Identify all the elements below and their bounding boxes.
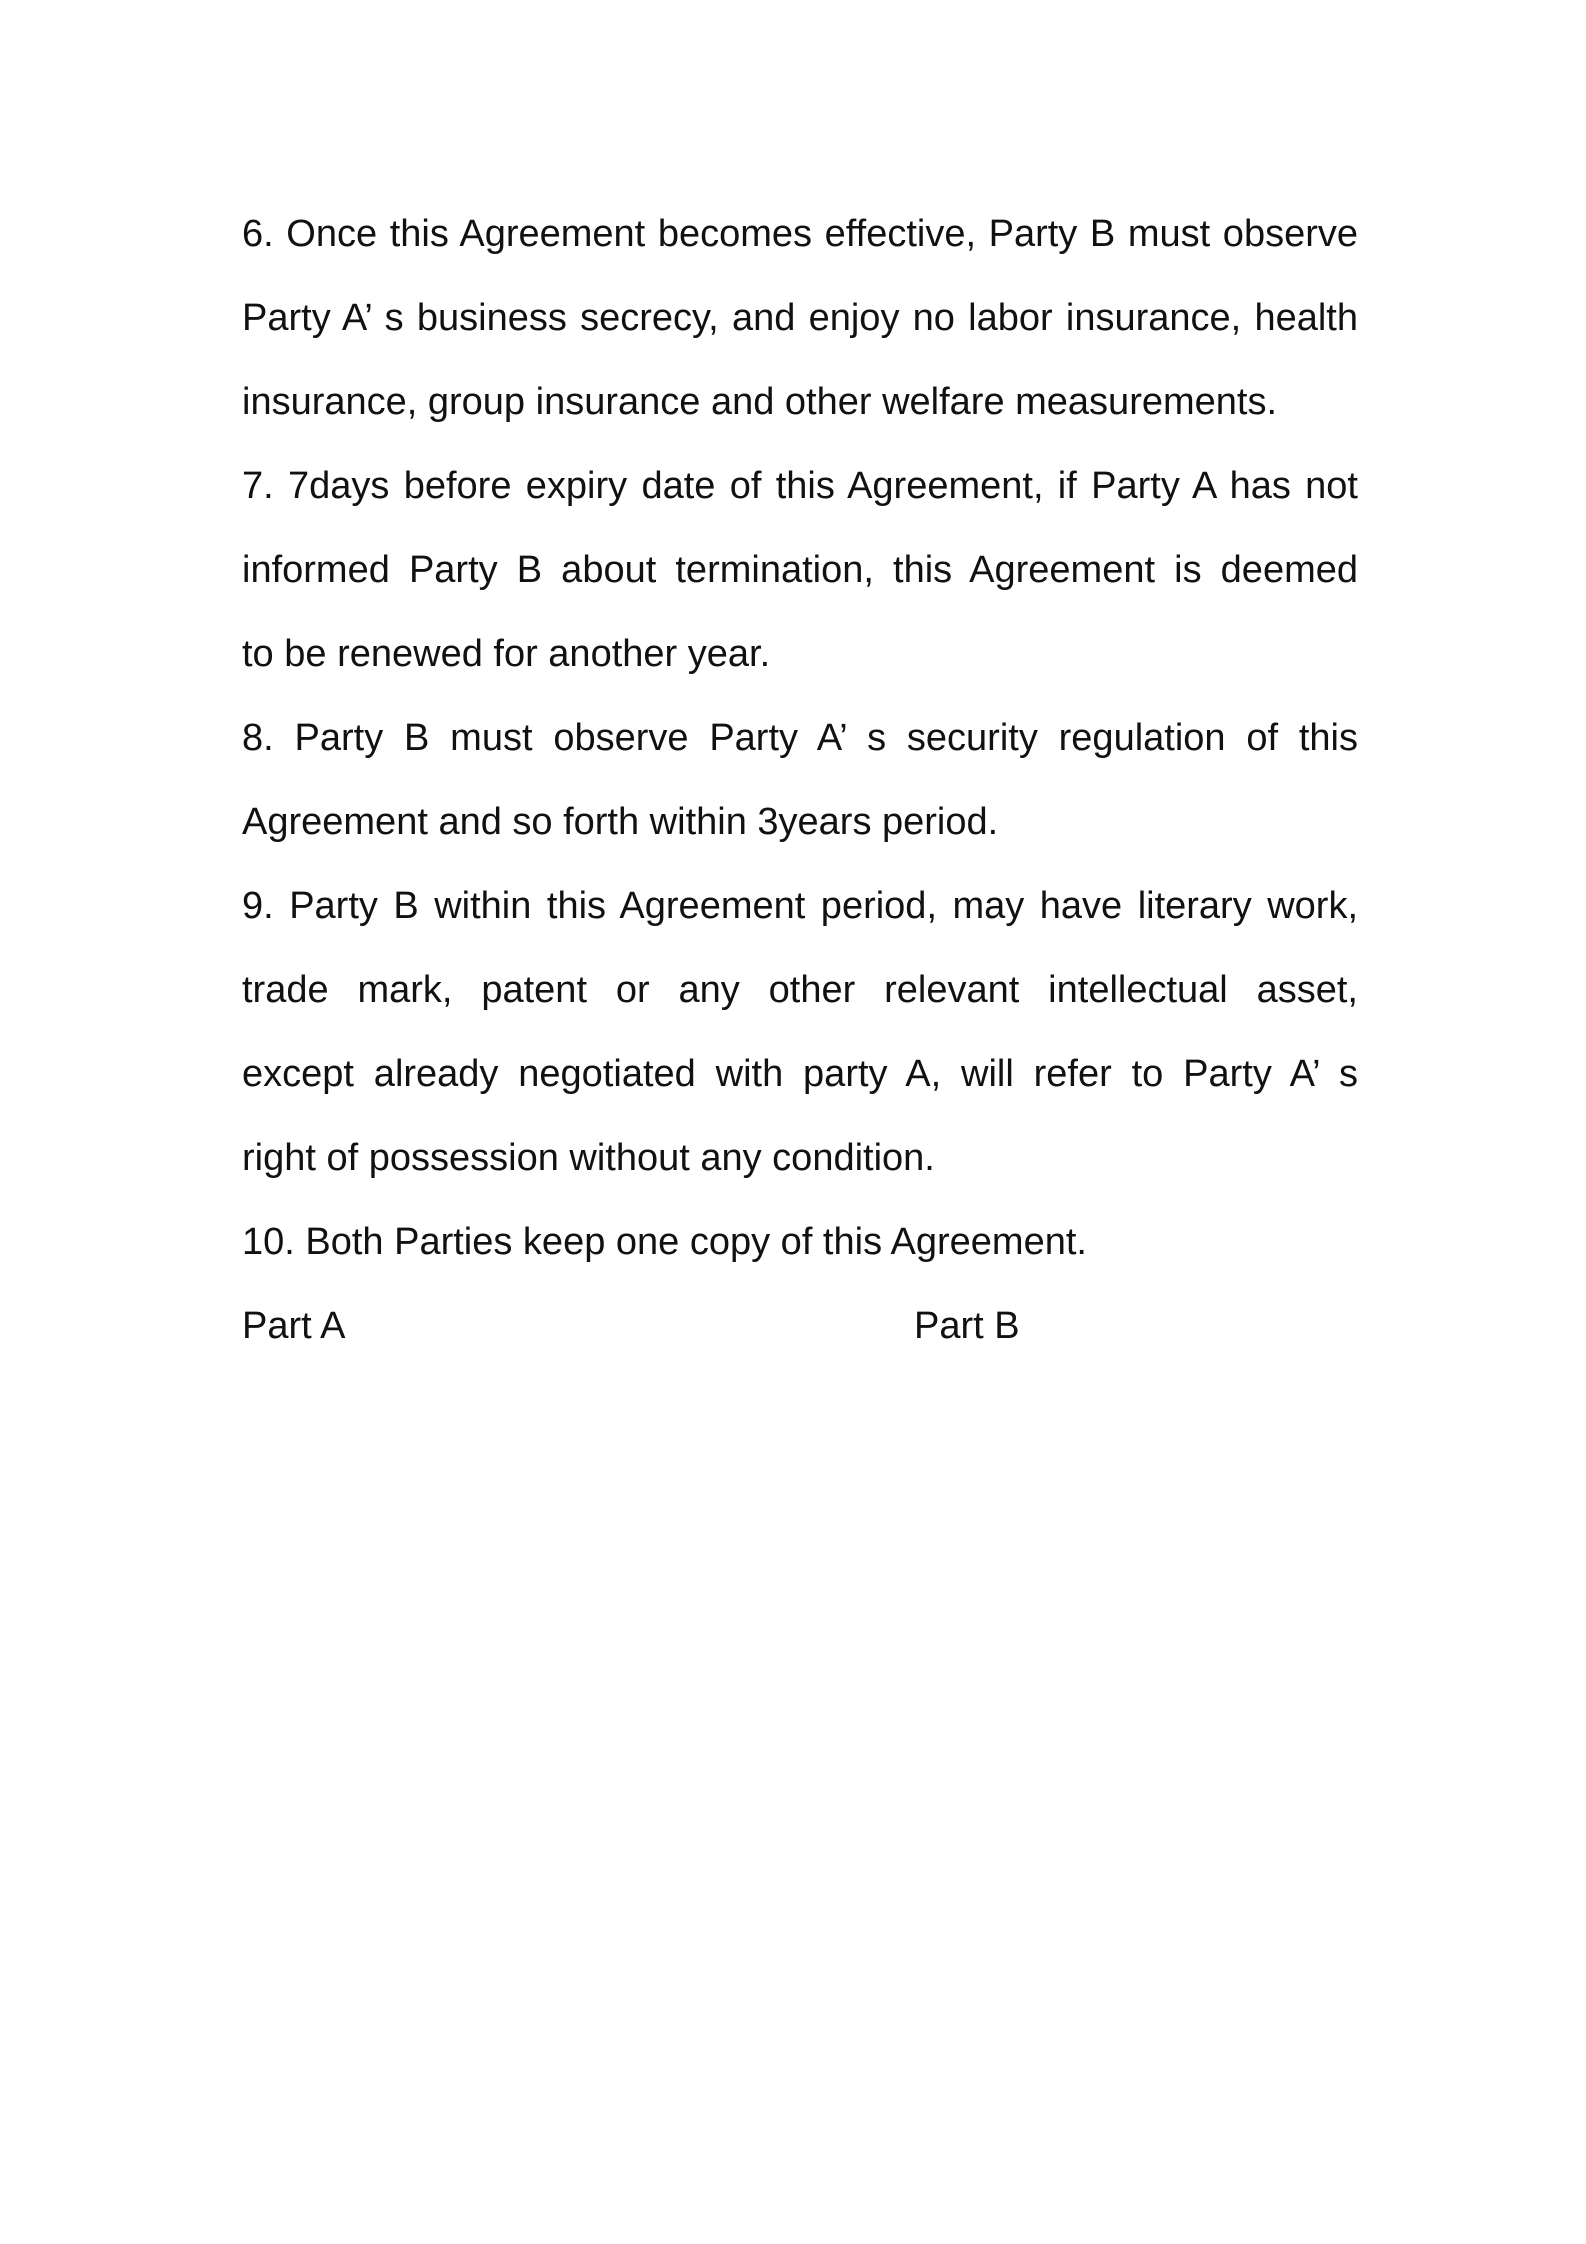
clause-line: 6. Once this Agreement becomes effective, Party B must observe — [242, 213, 1358, 255]
clause-line: insurance, group insurance and other welfare measurements. — [242, 381, 1278, 423]
clause-line: Party A’ s business secrecy, and enjoy no labor insurance, health — [242, 297, 1358, 339]
signature-row — [242, 1284, 1358, 1368]
clause-line: 8. Party B must observe Party A’ s security regulation of this — [242, 717, 1358, 759]
clause-line: 9. Party B within this Agreement period, may have literary work, — [242, 885, 1358, 927]
clause-line: 7. 7days before expiry date of this Agreement, if Party A has not — [242, 465, 1358, 507]
clause-line: except already negotiated with party A, will refer to Party A’ s — [242, 1053, 1358, 1095]
clause-line: informed Party B about termination, this Agreement is deemed — [242, 549, 1358, 591]
party-a-signature-label: Part A — [242, 1305, 346, 1347]
clause-line: 10. Both Parties keep one copy of this Agreement. — [242, 1221, 1087, 1263]
clause-line: right of possession without any condition. — [242, 1137, 935, 1179]
clause-8 — [242, 696, 1358, 864]
clause-9 — [242, 864, 1358, 1200]
clause-line: Agreement and so forth within 3years period. — [242, 801, 999, 843]
clause-6 — [242, 192, 1358, 444]
agreement-body — [242, 192, 1358, 1368]
party-b-signature-label: Part B — [914, 1305, 1020, 1347]
clause-7 — [242, 444, 1358, 696]
clause-line: trade mark, patent or any other relevant intellectual asset, — [242, 969, 1358, 1011]
clause-line: to be renewed for another year. — [242, 633, 771, 675]
clause-10 — [242, 1200, 1358, 1284]
